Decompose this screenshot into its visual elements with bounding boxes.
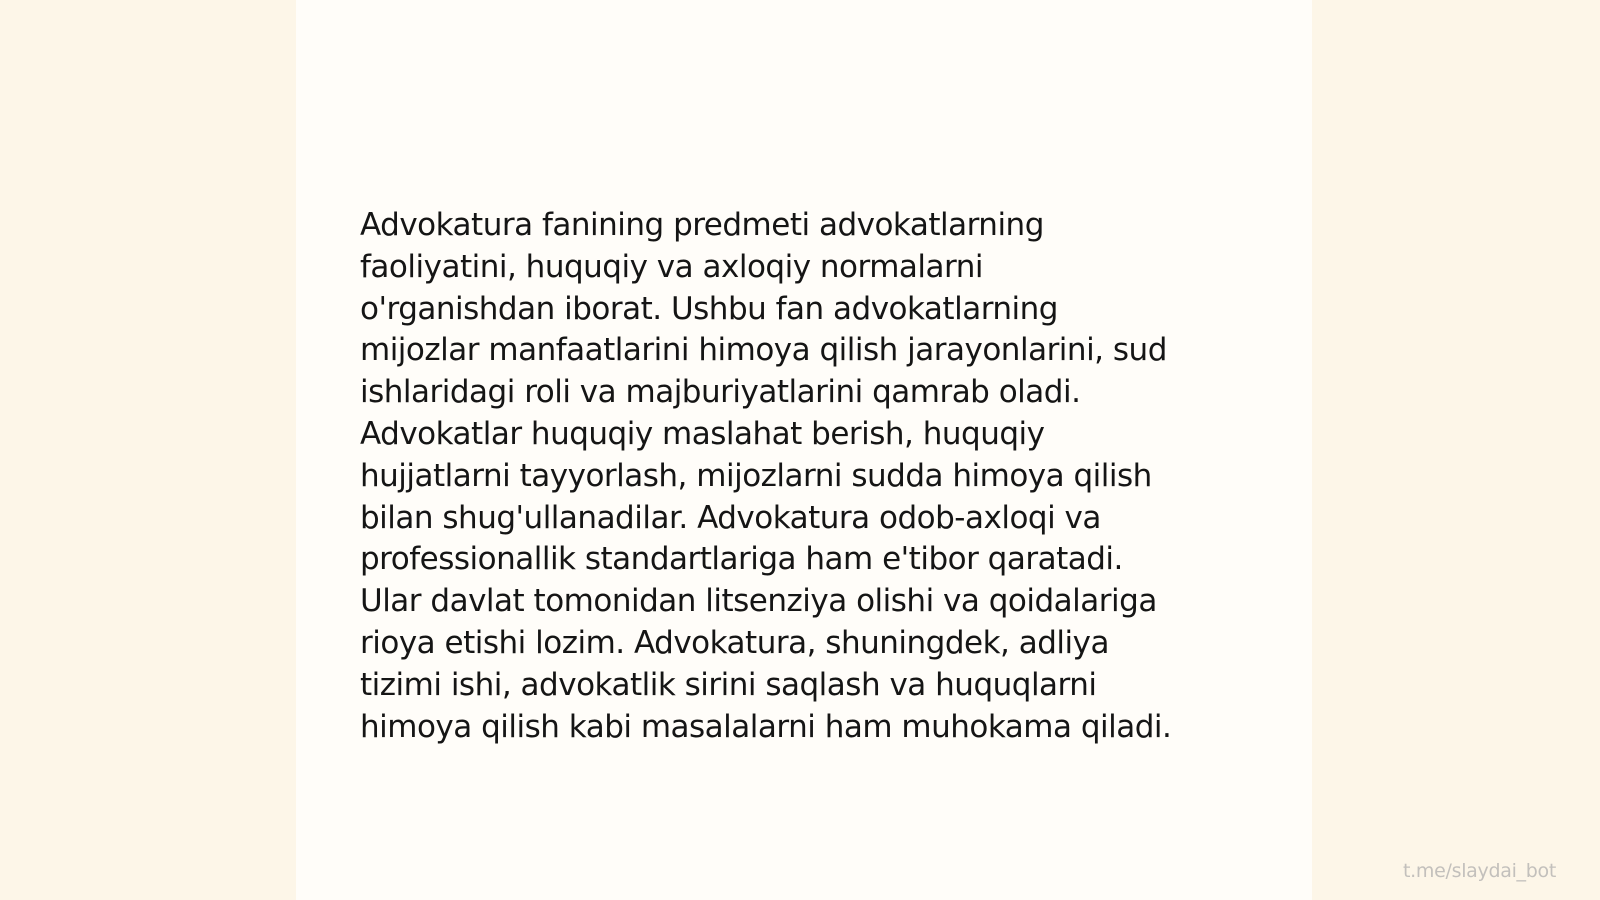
text-line: Ular davlat tomonidan litsenziya olishi va qoidalariga	[360, 583, 1157, 620]
text-line: himoya qilish kabi masalalarni ham muhokama qiladi.	[360, 708, 1172, 745]
text-line: Advokatura fanining predmeti advokatlarning	[360, 207, 1044, 243]
text-line: tizimi ishi, advokatlik sirini saqlash va huquqlarni	[360, 666, 1097, 703]
text-line: ishlaridagi roli va majburiyatlarini qamrab oladi.	[360, 374, 1081, 411]
text-line: hujjatlarni tayyorlash, mijozlarni sudda himoya qilish	[360, 457, 1152, 494]
text-line: mijozlar manfaatlarini himoya qilish jarayonlarini, sud	[360, 332, 1167, 369]
text-line: Advokatlar huquqiy maslahat berish, huquqiy	[360, 415, 1045, 452]
text-line: bilan shug'ullanadilar. Advokatura odob-axloqi va	[360, 499, 1101, 536]
slide-body-text	[360, 205, 1260, 748]
watermark: t.me/slaydai_bot	[1403, 860, 1556, 882]
text-line: o'rganishdan iborat. Ushbu fan advokatlarning	[360, 290, 1058, 327]
text-line: professionallik standartlariga ham e'tibor qaratadi.	[360, 541, 1123, 578]
text-line: faoliyatini, huquqiy va axloqiy normalarni	[360, 248, 983, 285]
text-line: rioya etishi lozim. Advokatura, shuningdek, adliya	[360, 624, 1109, 661]
